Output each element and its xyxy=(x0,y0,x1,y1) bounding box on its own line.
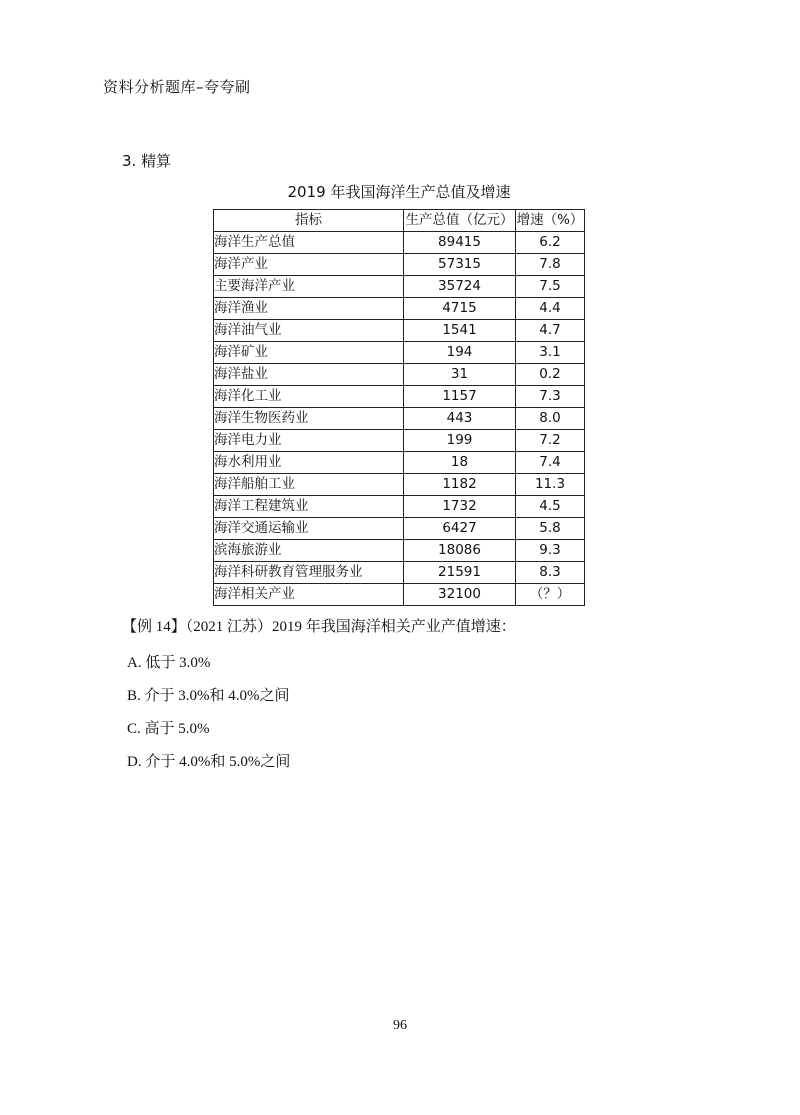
table-title: 2019 年我国海洋生产总值及增速 xyxy=(287,183,511,201)
row-value: 4715 xyxy=(404,298,516,320)
table-row xyxy=(214,474,585,496)
row-value: 6427 xyxy=(404,518,516,540)
row-value: 199 xyxy=(404,430,516,452)
column-header-growth: 增速（%） xyxy=(516,210,585,232)
table-body xyxy=(214,232,585,606)
row-name: 海水利用业 xyxy=(214,452,404,474)
row-value: 1732 xyxy=(404,496,516,518)
row-growth: 4.7 xyxy=(516,320,585,342)
row-name: 海洋盐业 xyxy=(214,364,404,386)
row-growth: 4.5 xyxy=(516,496,585,518)
row-growth: 7.5 xyxy=(516,276,585,298)
row-value: 1182 xyxy=(404,474,516,496)
row-growth: （？） xyxy=(516,584,585,606)
row-value: 21591 xyxy=(404,562,516,584)
table-row xyxy=(214,254,585,276)
row-name: 海洋船舶工业 xyxy=(214,474,404,496)
row-value: 18 xyxy=(404,452,516,474)
row-value: 1157 xyxy=(404,386,516,408)
table-row xyxy=(214,232,585,254)
table-row xyxy=(214,430,585,452)
data-table xyxy=(213,209,585,606)
row-name: 海洋产业 xyxy=(214,254,404,276)
row-growth: 7.2 xyxy=(516,430,585,452)
row-name: 海洋渔业 xyxy=(214,298,404,320)
row-growth: 3.1 xyxy=(516,342,585,364)
row-name: 海洋相关产业 xyxy=(214,584,404,606)
row-growth: 7.4 xyxy=(516,452,585,474)
row-value: 31 xyxy=(404,364,516,386)
option-c: C. 高于 5.0% xyxy=(127,721,210,737)
table-row xyxy=(214,562,585,584)
row-name: 海洋电力业 xyxy=(214,430,404,452)
table-row xyxy=(214,320,585,342)
table-row xyxy=(214,518,585,540)
table-row xyxy=(214,298,585,320)
row-value: 32100 xyxy=(404,584,516,606)
table-header-row xyxy=(214,210,585,232)
row-growth: 0.2 xyxy=(516,364,585,386)
row-name: 海洋油气业 xyxy=(214,320,404,342)
table-row xyxy=(214,496,585,518)
table-row xyxy=(214,364,585,386)
row-growth: 8.0 xyxy=(516,408,585,430)
table-row xyxy=(214,584,585,606)
row-growth: 4.4 xyxy=(516,298,585,320)
row-name: 海洋科研教育管理服务业 xyxy=(214,562,404,584)
page-number: 96 xyxy=(393,1018,407,1033)
row-value: 18086 xyxy=(404,540,516,562)
table-row xyxy=(214,342,585,364)
row-growth: 11.3 xyxy=(516,474,585,496)
option-b: B. 介于 3.0%和 4.0%之间 xyxy=(127,688,290,704)
row-name: 海洋工程建筑业 xyxy=(214,496,404,518)
row-name: 主要海洋产业 xyxy=(214,276,404,298)
row-value: 35724 xyxy=(404,276,516,298)
table-row xyxy=(214,452,585,474)
option-d: D. 介于 4.0%和 5.0%之间 xyxy=(127,754,291,770)
row-growth: 8.3 xyxy=(516,562,585,584)
column-header-value: 生产总值（亿元） xyxy=(404,210,516,232)
row-growth: 9.3 xyxy=(516,540,585,562)
row-growth: 7.3 xyxy=(516,386,585,408)
row-value: 57315 xyxy=(404,254,516,276)
table-row xyxy=(214,540,585,562)
row-growth: 6.2 xyxy=(516,232,585,254)
table-row xyxy=(214,408,585,430)
document-header: 资料分析题库–夸夸刷 xyxy=(103,78,251,96)
row-name: 海洋生物医药业 xyxy=(214,408,404,430)
row-value: 443 xyxy=(404,408,516,430)
row-name: 海洋化工业 xyxy=(214,386,404,408)
row-growth: 5.8 xyxy=(516,518,585,540)
question-text: 【例 14】（2021 江苏）2019 年我国海洋相关产业产值增速： xyxy=(122,619,516,635)
row-value: 89415 xyxy=(404,232,516,254)
table-row xyxy=(214,386,585,408)
section-title: 3. 精算 xyxy=(122,152,172,170)
table-row xyxy=(214,276,585,298)
row-name: 滨海旅游业 xyxy=(214,540,404,562)
option-a: A. 低于 3.0% xyxy=(127,655,211,671)
row-name: 海洋矿业 xyxy=(214,342,404,364)
row-growth: 7.8 xyxy=(516,254,585,276)
row-value: 194 xyxy=(404,342,516,364)
row-value: 1541 xyxy=(404,320,516,342)
row-name: 海洋交通运输业 xyxy=(214,518,404,540)
column-header-indicator: 指标 xyxy=(214,210,404,232)
row-name: 海洋生产总值 xyxy=(214,232,404,254)
